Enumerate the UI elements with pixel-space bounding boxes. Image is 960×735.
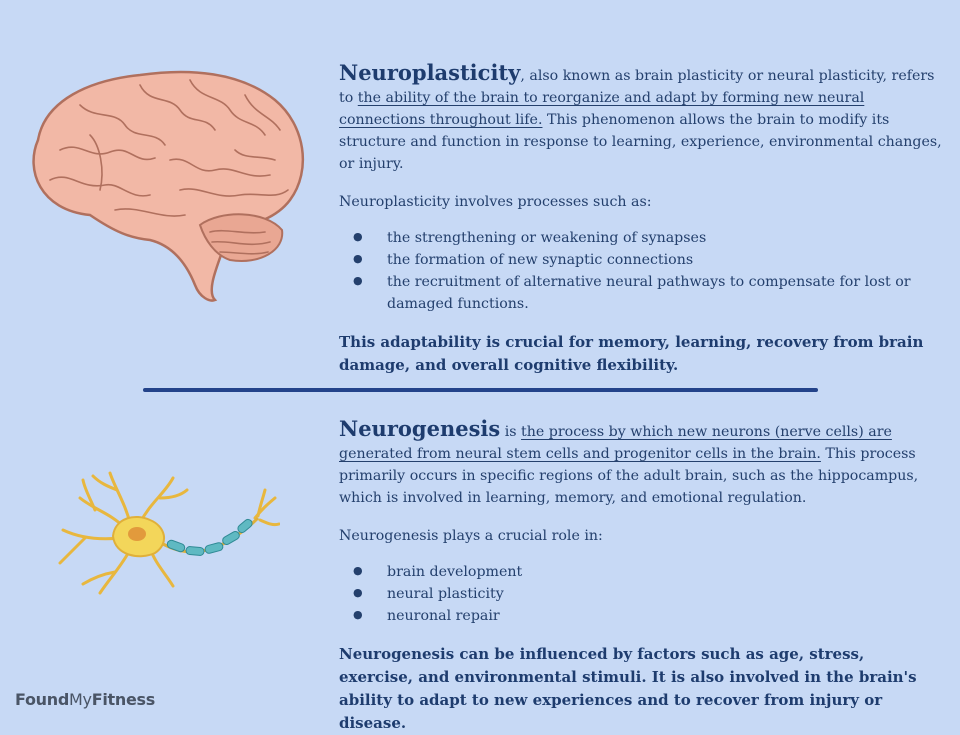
neurogenesis-term: Neurogenesis	[339, 416, 501, 441]
neurogenesis-conclusion: Neurogenesis can be influenced by factors such as age, stress, exercise, and environmental stimuli. It is also involved in the brain's ability to adapt to new experiences and to recover from injury or disease.	[339, 645, 917, 732]
neurogenesis-section	[339, 418, 942, 735]
neuroplasticity-list-intro: Neuroplasticity involves processes such as:	[339, 194, 652, 210]
bullet-icon: ●	[353, 564, 363, 577]
list-item	[339, 583, 942, 605]
bullet-icon: ●	[353, 608, 363, 621]
foundmyfitness-logo	[15, 690, 155, 709]
neuroplasticity-section	[339, 62, 942, 377]
neuroplasticity-list	[339, 227, 942, 315]
list-item-text: the strengthening or weakening of synapses	[387, 230, 707, 246]
list-item-text: the formation of new synaptic connections	[387, 252, 694, 268]
neuroplasticity-conclusion: This adaptability is crucial for memory, learning, recovery from brain damage, and overall cognitive flexibility.	[339, 333, 924, 374]
bullet-icon: ●	[353, 230, 363, 243]
list-item	[339, 605, 942, 627]
logo-part-fitness: Fitness	[91, 690, 155, 709]
neurogenesis-definition: the process by which new neurons (nerve cells) are generated from neural stem cells and progenitor cells in the brain.	[339, 424, 892, 462]
neurogenesis-list	[339, 561, 942, 627]
list-item-text: the recruitment of alternative neural pathways to compensate for lost or damaged functions.	[387, 274, 911, 312]
list-item	[339, 271, 942, 315]
neuron-illustration	[55, 468, 280, 598]
neuroplasticity-definition: the ability of the brain to reorganize and adapt by forming new neural connections throughout life.	[339, 90, 865, 128]
bullet-icon: ●	[353, 252, 363, 265]
neurogenesis-list-intro: Neurogenesis plays a crucial role in:	[339, 528, 603, 544]
bullet-icon: ●	[353, 586, 363, 599]
neuroplasticity-intro-rest: This phenomenon allows the brain to modify its structure and function in response to learning, experience, environmental changes, or injury.	[339, 112, 942, 172]
neuroplasticity-intro-connector: , also known as brain plasticity or neural plasticity, refers to	[339, 68, 935, 106]
bullet-icon: ●	[353, 274, 363, 287]
logo-part-found: Found	[15, 690, 70, 709]
neurogenesis-intro-rest: This process primarily occurs in specific regions of the adult brain, such as the hippocampus, which is involved in learning, memory, and emotional regulation.	[339, 446, 919, 506]
neurogenesis-intro	[339, 418, 942, 509]
neurogenesis-intro-connector: is	[500, 424, 522, 440]
list-item-text: brain development	[387, 564, 523, 580]
list-item-text: neural plasticity	[387, 586, 504, 602]
section-divider	[143, 388, 818, 392]
list-item	[339, 249, 942, 271]
neuroplasticity-term: Neuroplasticity	[339, 60, 521, 85]
neuroplasticity-intro	[339, 62, 942, 175]
list-item	[339, 561, 942, 583]
brain-illustration	[20, 60, 312, 305]
list-item	[339, 227, 942, 249]
logo-part-my: My	[69, 690, 92, 709]
list-item-text: neuronal repair	[387, 608, 500, 624]
